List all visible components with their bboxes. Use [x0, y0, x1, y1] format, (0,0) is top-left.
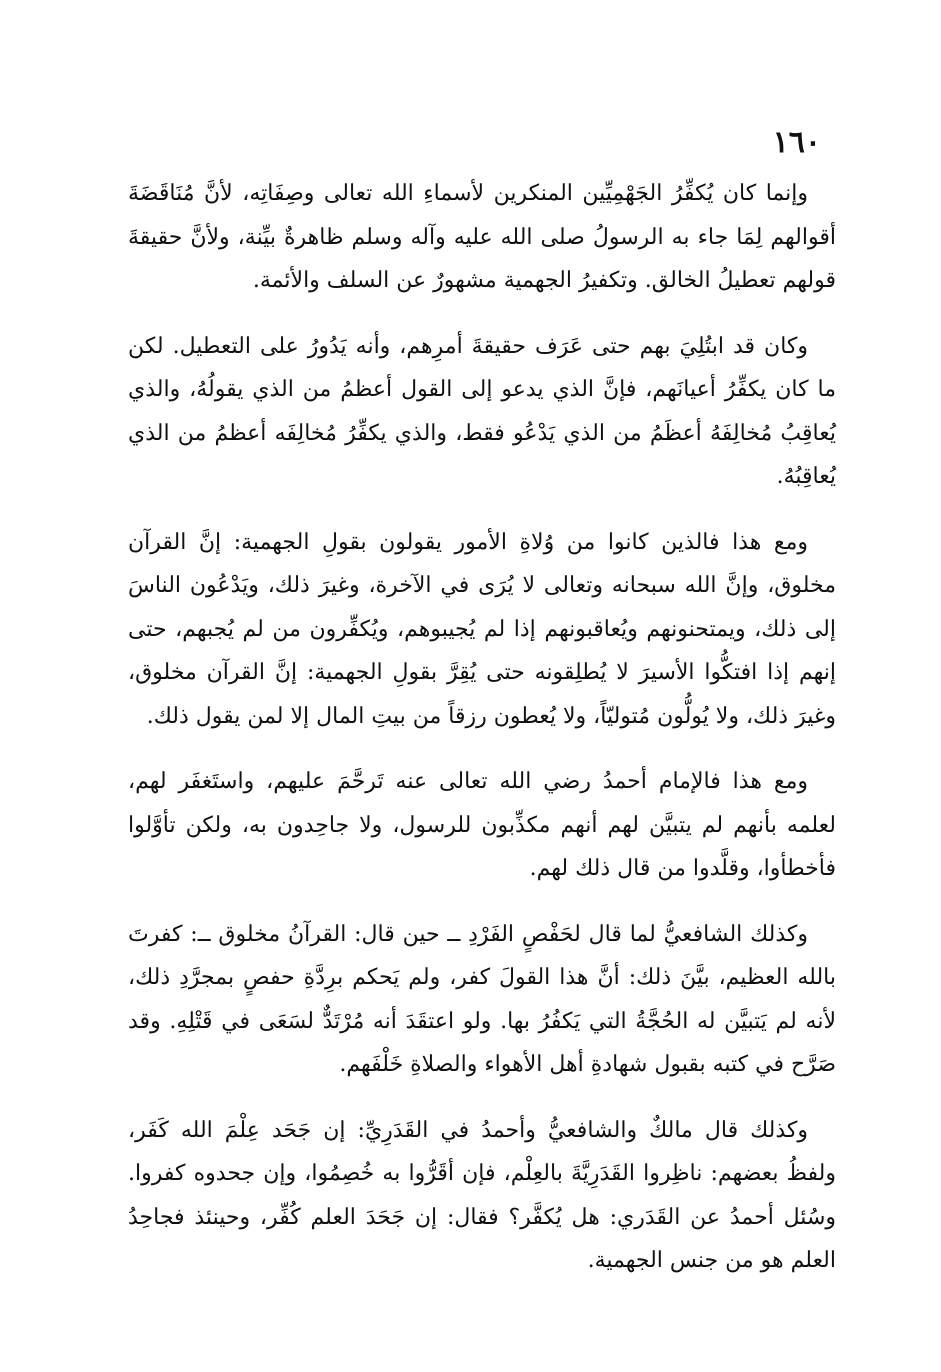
- paragraph-1: وإنما كان يُكفِّرُ الجَهْمِيِّين المنكرين لأسماءِ الله تعالى وصِفَاتِه، لأنَّ مُنَاقَضَةَ أقوالهم لِمَا جاء به الرسولُ صلى الله عليه وآله وسلم ظاهرةٌ بيِّنة، ولأنَّ حقيقةَ قولهم تعطيلُ الخالق. وتكفيرُ الجهمية مشهورٌ عن السلف والأئمة.: [128, 181, 836, 293]
- paragraph-3: ومع هذا فالذين كانوا من وُلاةِ الأمور يقولون بقولِ الجهمية: إنَّ القرآن مخلوق، وإنَّ الله سبحانه وتعالى لا يُرَى في الآخرة، وغيرَ ذلك، ويَدْعُون الناسَ إلى ذلك، ويمتحنونهم ويُعاقبونهم إذا لم يُجيبوهم، ويُكفِّرون من لم يُجبهم، حتى إنهم إذا افتكُّوا الأسيرَ لا يُطلِقونه حتى يُقِرَّ بقولِ الجهمية: إنَّ القرآن مخلوق، وغيرَ ذلك، ولا يُولُّون مُتوليّاً، ولا يُعطون رزقاً من بيتِ المال إلا لمن يقول ذلك.: [128, 529, 836, 729]
- body-text: [128, 172, 836, 1283]
- paragraph-4: ومع هذا فالإمام أحمدُ رضي الله تعالى عنه تَرحَّمَ عليهم، واستَغفَر لهم، لعلمه بأنهم لم يتبيَّن لهم أنهم مكذِّبون للرسول، ولا جاحِدون به، ولكن تأوَّلوا فأخطأوا، وقلَّدوا من قال ذلك لهم.: [128, 769, 836, 881]
- paragraph-6: وكذلك قال مالكٌ والشافعيُّ وأحمدُ في القَدَرِيِّ: إن جَحَد عِلْمَ الله كَفَر، ولفظُ بعضهم: ناظِروا القَدَرِيَّةَ بالعِلْم، فإن أقَرُّوا به خُصِمُوا، وإن جحدوه كفروا. وسُئل أحمدُ عن القَدَري: هل يُكفَّر؟ فقال: إن جَحَدَ العلم كُفِّر، وحينئذ فجاحِدُ العلم هو من جنس الجهمية.: [128, 1117, 836, 1273]
- paragraph-2: وكان قد ابتُلِيَ بهم حتى عَرَف حقيقةَ أمرِهم، وأنه يَدُورُ على التعطيل. لكن ما كان يكفِّرُ أعيانَهم، فإنَّ الذي يدعو إلى القول أعظمُ من الذي يقولُهُ، والذي يُعاقِبُ مُخالِفَهُ أعظَمُ من الذي يَدْعُو فقط، والذي يكفِّرُ مُخالِفَه أعظمُ من الذي يُعاقِبُهُ.: [128, 333, 836, 489]
- page-number: ١٦٠: [772, 125, 821, 160]
- paragraph-5: وكذلك الشافعيُّ لما قال لحَفْصٍ الفَرْدِ ــ حين قال: القرآنُ مخلوق ــ: كفرتَ بالله العظيم، بيَّنَ ذلك: أنَّ هذا القولَ كفر، ولم يَحكم برِدَّةِ حفصٍ بمجرَّدِ ذلك، لأنه لم يَتبيَّن له الحُجَّةُ التي يَكفُرُ بها. ولو اعتقَدَ أنه مُرْتَدٌّ لسَعَى في قَتْلِهِ. وقد صَرَّح في كتبه بقبول شهادةِ أهل الأهواء والصلاةِ خَلْفَهم.: [128, 921, 836, 1077]
